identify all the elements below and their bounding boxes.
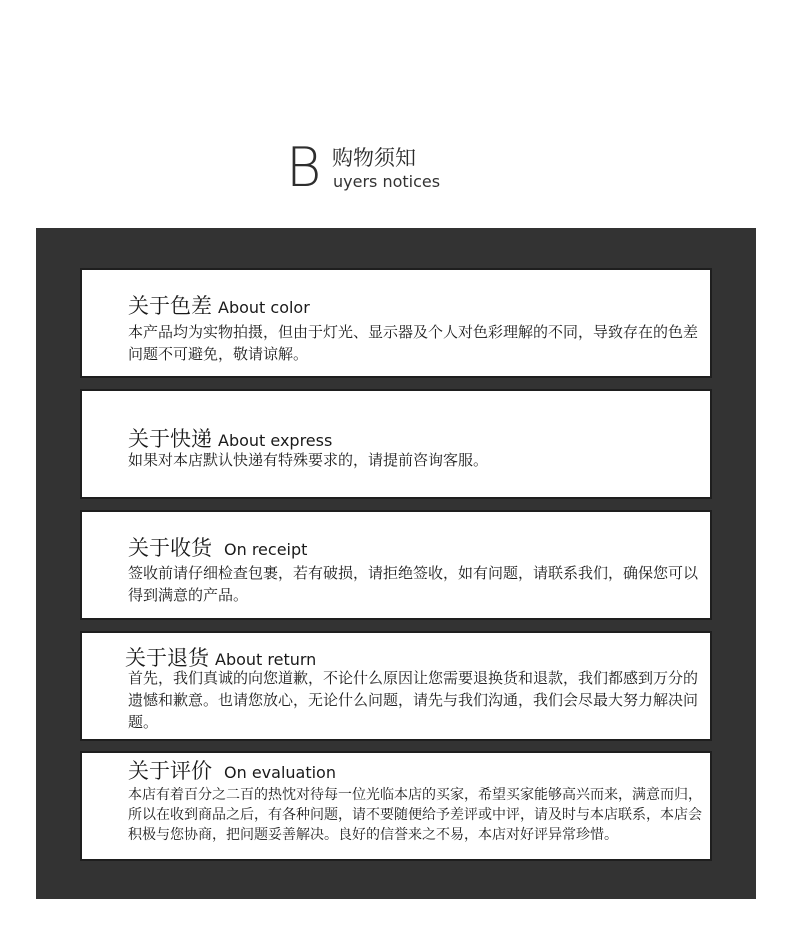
card-title-chinese: 关于色差 (128, 294, 212, 318)
notice-panel (36, 228, 756, 899)
notice-card-receipt (80, 510, 712, 620)
card-text: 签收前请仔细检查包裹，若有破损，请拒绝签收，如有问题，请联系我们，确保您可以得到满意的产品。 (128, 564, 699, 604)
header-title-chinese: 购物须知 (332, 146, 416, 170)
card-title-chinese: 关于快递 (128, 427, 212, 451)
card-title-chinese: 关于评价 (128, 759, 212, 783)
card-text: 本产品均为实物拍摄，但由于灯光、显示器及个人对色彩理解的不同，导致存在的色差问题不可避免，敬请谅解。 (128, 323, 699, 363)
card-heading (128, 755, 336, 785)
card-text: 本店有着百分之二百的热忱对待每一位光临本店的买家，希望买家能够高兴而来，满意而归，所以在收到商品之后，有各种问题，请不要随便给予差评或中评，请及时与本店联系，本店会积极与您协商，把问题妥善解决。良好的信誉来之不易，本店对好评异常珍惜。 (128, 787, 702, 843)
notice-card-return (80, 631, 712, 741)
card-title-english: About return (215, 650, 317, 669)
card-text: 如果对本店默认快递有特殊要求的，请提前咨询客服。 (128, 451, 489, 469)
card-heading (128, 290, 310, 320)
card-text: 首先，我们真诚的向您道歉，不论什么原因让您需要退换货和退款，我们都感到万分的遗憾和歉意。也请您放心，无论什么问题，请先与我们沟通，我们会尽最大努力解决问题。 (128, 669, 699, 731)
card-title-english: On receipt (224, 540, 308, 559)
card-title-english: About color (218, 298, 310, 317)
notice-card-color (80, 268, 712, 378)
card-title-chinese: 关于收货 (128, 536, 212, 560)
header-initial-letter: B (286, 136, 322, 199)
header-title-english: uyers notices (333, 172, 441, 191)
card-heading (128, 532, 307, 562)
card-title-english: About express (218, 431, 333, 450)
notice-card-evaluation (80, 751, 712, 861)
card-title-english: On evaluation (224, 763, 336, 782)
notice-card-express (80, 389, 712, 499)
card-title-chinese: 关于退货 (125, 646, 209, 670)
